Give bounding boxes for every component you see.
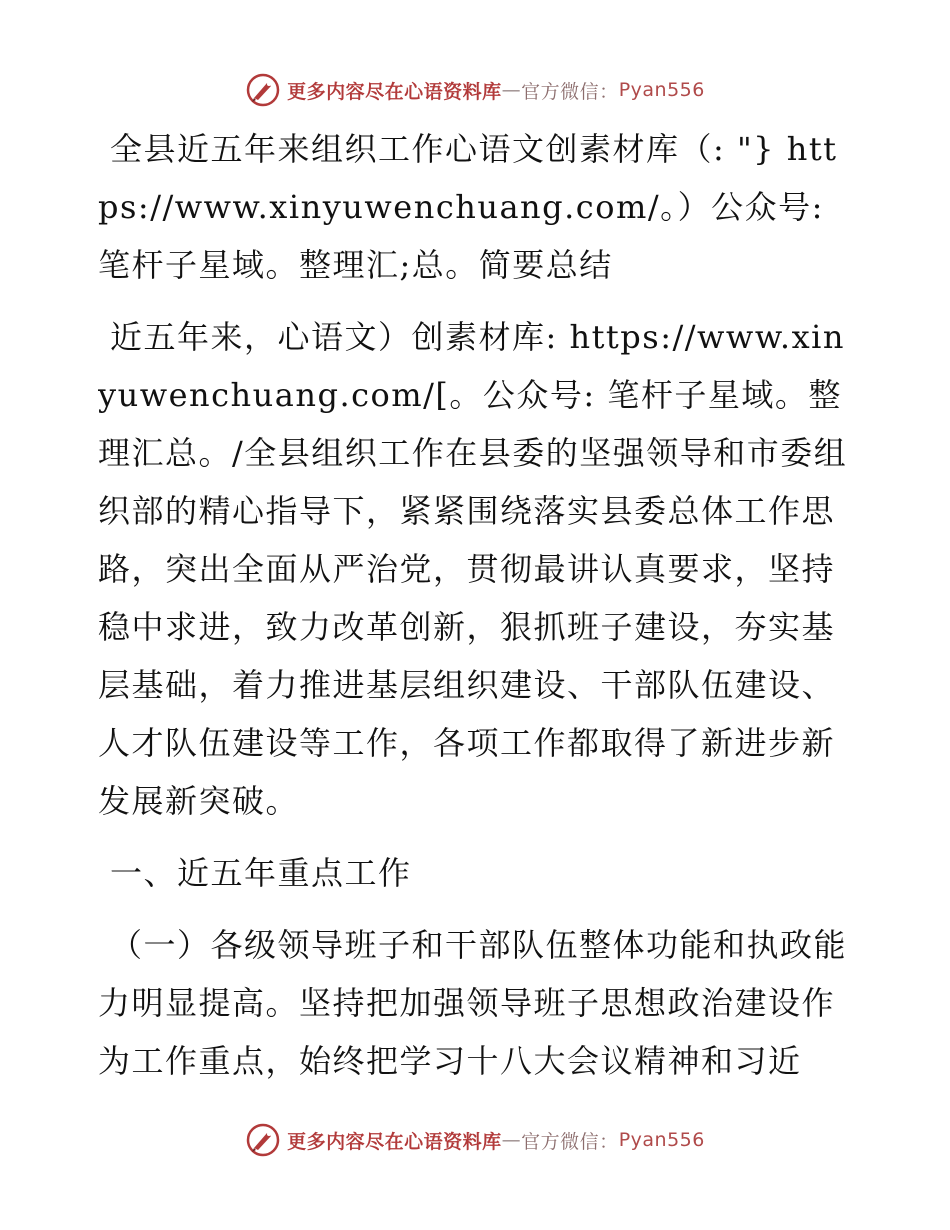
watermark-wechat-label: 官方微信：	[521, 1130, 619, 1153]
watermark-wechat-label: 官方微信：	[521, 80, 619, 103]
watermark-wechat-id: Pyan556	[618, 1129, 705, 1151]
watermark-main-text: 更多内容尽在心语资料库	[287, 1130, 502, 1153]
document-body	[98, 120, 850, 1120]
pen-circle-logo-icon	[245, 72, 281, 108]
document-intro-paragraph: 近五年来，心语文）创素材库: https://www.xinyuwenchuang.com/[。公众号: 笔杆子星域。整理汇总。/全县组织工作在县委的坚强领导和市委组织部的精心指导下，紧紧围绕落实县委总体工作思路，突出全面从严治党，贯彻最讲认真要求，坚持稳中求进，致力改革创新，狠抓班子建设，夯实基层基础，着力推进基层组织建设、干部队伍建设、人才队伍建设等工作，各项工作都取得了新进步新发展新突破。	[98, 318, 848, 820]
header-watermark-banner	[0, 70, 950, 110]
watermark-dash: —	[501, 1129, 522, 1151]
watermark-text	[287, 77, 705, 104]
watermark-main-text: 更多内容尽在心语资料库	[287, 80, 502, 103]
watermark-dash: —	[501, 79, 522, 101]
watermark-text	[287, 1127, 705, 1154]
document-title-paragraph: 全县近五年来组织工作心语文创素材库（: "} https://www.xinyuwenchuang.com/。）公众号: 笔杆子星域。整理汇;总。简要总结	[98, 130, 838, 284]
section-paragraph: （一）各级领导班子和干部队伍整体功能和执政能力明显提高。坚持把加强领导班子思想政治建设作为工作重点，始终把学习十八大会议精神和习近	[98, 926, 848, 1080]
section-heading: 一、近五年重点工作	[110, 854, 412, 892]
footer-watermark-banner	[0, 1120, 950, 1160]
pen-circle-logo-icon	[245, 1122, 281, 1158]
watermark-wechat-id: Pyan556	[618, 79, 705, 101]
